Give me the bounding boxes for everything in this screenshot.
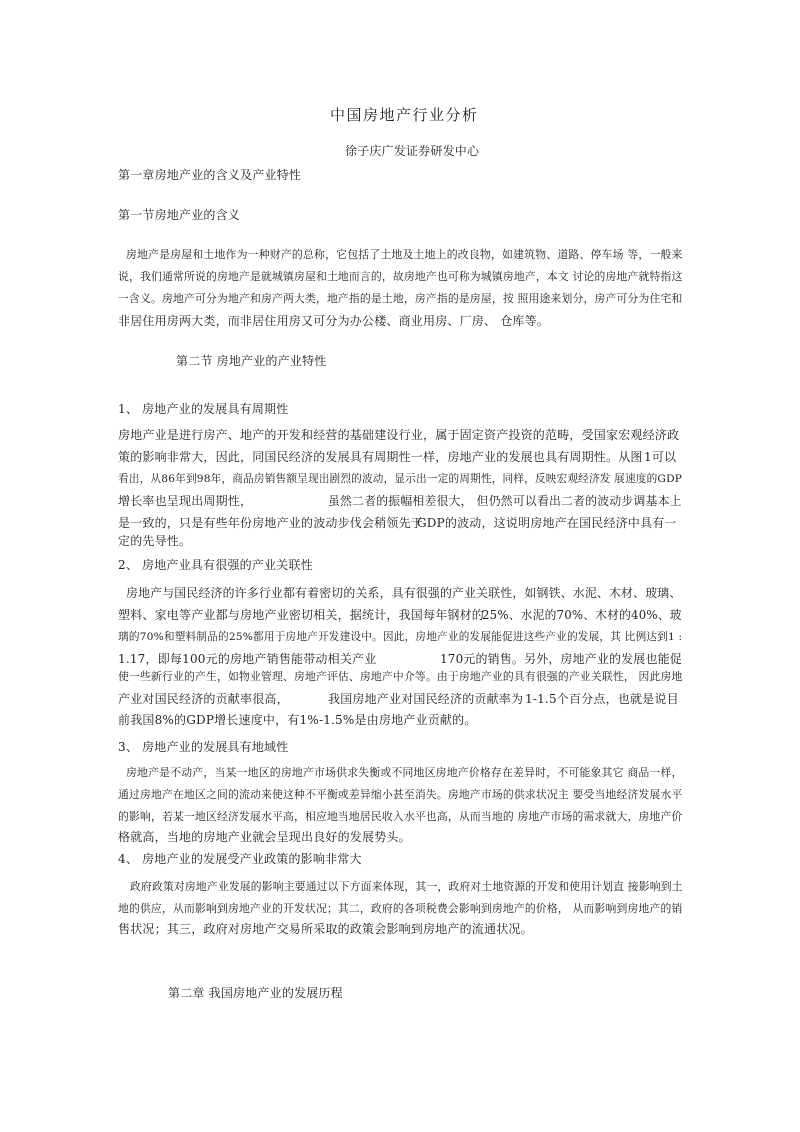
paragraph-line: 一含义。房地产可分为地产和房产两大类，地产指的是土地，房产指的是房屋，按 照用途来划分，房产可分为住宅和 [118,292,683,305]
paragraph-line: 通过房地产在地区之间的流动来使这种不平衡或差异缩小甚至消失。房地产市场的供求状况主 要受当地经济发展水平 [118,788,683,801]
paragraph-line: 地的供应，从而影响到房地产业的开发状况；其二，政府的各项税费会影响到房地产的价格， 从而影响到房地产的销 [118,902,683,915]
chapter-heading: 第二章 我国房地产业的发展历程 [168,986,343,1000]
paragraph-line: 25%、水泥的70%、木材的40%、玻 [482,608,682,622]
section-heading: 第一节房地产业的含义 [118,208,241,222]
paragraph-line: 房地产是房屋和土地作为一种财产的总称，它包括了土地及土地上的改良物，如建筑物、道路、停车场 等，一般来 [126,248,683,261]
paragraph-line: 的影响，若某一地区经济发展水平高，相应地当地居民收入水平也高，从而当地的 房地产市场的需求就大，房地产价 [118,810,683,823]
paragraph-line: 170元的销售。另外，房地产业的发展也能促 [440,652,682,666]
paragraph-line: 看出，从86年到98年，商品房销售额呈现出剧烈的波动，显示出一定的周期性，同样，反映宏观经济发 展速度的GDP [118,472,683,485]
paragraph-line: 定的先导性。 [118,534,192,548]
paragraph-line: 房地产业是进行房产、地产的开发和经营的基础建设行业，属于固定资产投资的范畴，受国家宏观经济政 [118,428,680,442]
subsection-heading: 3、 房地产业的发展具有地域性 [118,740,289,754]
paragraph-line: 璃的70%和塑料制品的25%都用于房地产开发建设中。因此，房地产业的发展能促进这些产业的发展，其 比例达到1 : [118,630,683,643]
paragraph-line: 增长率也呈现出周期性， [118,494,253,508]
paragraph-line: 说，我们通常所说的房地产是就城镇房屋和土地而言的，故房地产也可称为城镇房地产，本文 讨论的房地产就特指这 [118,270,683,283]
paragraph-line: 政府政策对房地产业发展的影响主要通过以下方面来体现，其一，政府对土地资源的开发和使用计划直 接影响到土 [130,880,683,893]
paragraph-line: 房地产与国民经济的许多行业都有着密切的关系，具有很强的产业关联性，如钢铁、水泥、木材、玻璃、 [126,586,682,600]
paragraph-line: 1.17，即每100元的房地产销售能带动相关产业 [118,652,377,666]
subsection-heading: 1、 房地产业的发展具有周期性 [118,402,289,416]
paragraph-line: 策的影响非常大，因此，同国民经济的发展具有周期性一样，房地产业的发展也具有周期性。从图 [118,450,643,464]
paragraph-line: 格就高，当地的房地产业就会呈现出良好的发展势头。 [118,830,411,844]
paragraph-line: 虽然二者的振幅相差很大， 但仍然可以看出二者的波动步调基本上 [328,494,682,508]
paragraph-line: 塑料、家电等产业都与房地产业密切相关，据统计，我国每年钢材的 [118,608,485,622]
paragraph-line: 非居住用房两大类，而非居住用房又可分为办公楼、商业用房、厂房、 仓库等。 [118,314,550,328]
paragraph-line: 1可以 [644,450,677,464]
chapter-heading: 第一章房地产业的含义及产业特性 [118,168,302,182]
document-title: 中国房地产行业分析 [330,106,479,124]
paragraph-line: 前我国8%的GDP增长速度中，有1%-1.5%是由房地产业贡献的。 [118,713,477,727]
paragraph-line: 使一些新行业的产生，如物业管理、房地产评估、房地产中介等。由于房地产业的具有很强的产业关联性， 因此房地 [118,670,683,683]
paragraph-line: 产业对国民经济的贡献率很高， [118,692,289,706]
paragraph-line: 我国房地产业对国民经济的贡献率为 [328,692,524,706]
paragraph-line: GDP的波动，这说明房地产在国民经济中具有一 [417,516,677,530]
subsection-heading: 4、 房地产业的发展受产业政策的影响非常大 [118,852,362,866]
paragraph-line: 售状况；其三，政府对房地产交易所采取的政策会影响到房地产的流通状况。 [118,922,533,936]
subsection-heading: 2、 房地产业具有很强的产业关联性 [118,558,313,572]
paragraph-line: 1-1.5个百分点，也就是说目 [525,692,679,706]
paragraph-line: 房地产是不动产，当某一地区的房地产市场供求失衡或不同地区房地产价格存在差异时，不可能象其它 商品一样， [126,766,683,779]
author-line: 徐子庆广发证券研发中心 [345,144,480,158]
section-heading: 第二节 房地产业的产业特性 [176,354,327,368]
paragraph-line: 是一致的，只是有些年份房地产业的波动步伐会稍领先于 [118,516,424,530]
